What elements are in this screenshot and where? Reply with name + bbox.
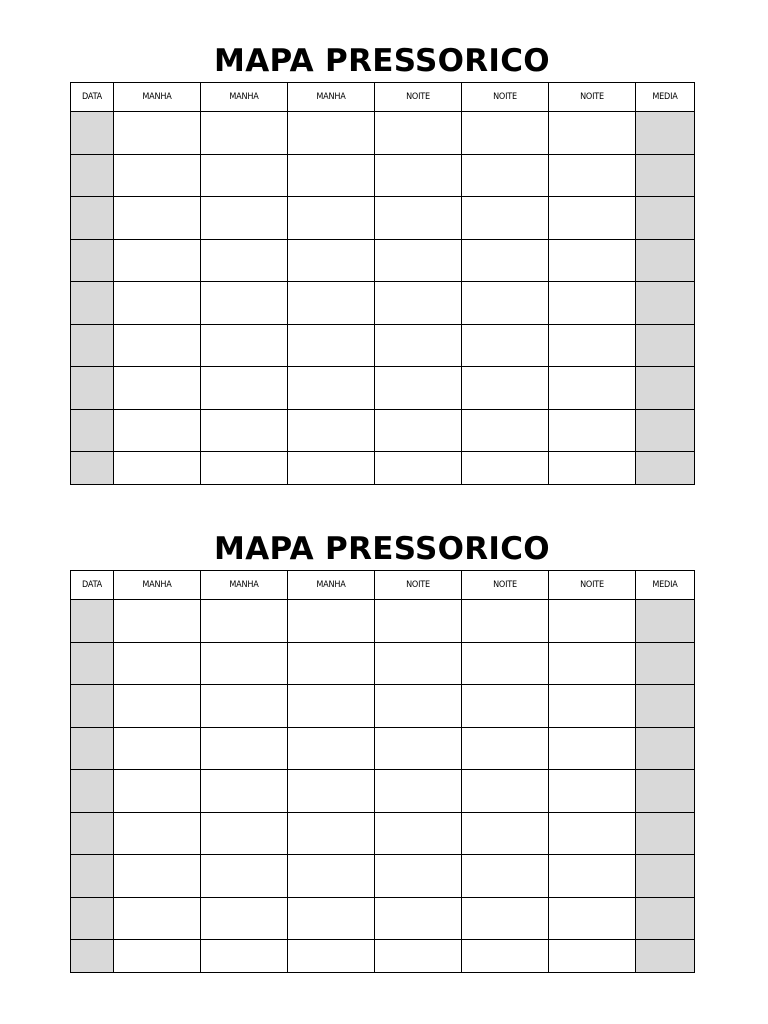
date-cell (71, 940, 114, 973)
table-row (71, 727, 695, 770)
reading-cell (549, 855, 636, 898)
date-cell (71, 197, 114, 240)
average-cell (636, 855, 695, 898)
reading-cell (201, 812, 288, 855)
column-header-noite: NOITE (375, 571, 462, 600)
reading-cell (288, 940, 375, 973)
header-row (71, 571, 695, 600)
reading-cell (201, 282, 288, 325)
reading-cell (462, 600, 549, 643)
table-row (71, 940, 695, 973)
reading-cell (375, 112, 462, 155)
reading-cell (375, 197, 462, 240)
table-row (71, 324, 695, 367)
reading-cell (549, 112, 636, 155)
reading-cell (375, 770, 462, 813)
date-cell (71, 367, 114, 410)
column-header-noite: NOITE (549, 571, 636, 600)
date-cell (71, 642, 114, 685)
average-cell (636, 940, 695, 973)
table-row (71, 855, 695, 898)
reading-cell (201, 239, 288, 282)
reading-cell (288, 367, 375, 410)
column-header-manha: MANHA (201, 83, 288, 112)
reading-cell (288, 154, 375, 197)
date-cell (71, 770, 114, 813)
table-row (71, 897, 695, 940)
average-cell (636, 409, 695, 452)
reading-cell (549, 197, 636, 240)
reading-cell (549, 452, 636, 485)
table-row (71, 367, 695, 410)
average-cell (636, 770, 695, 813)
reading-cell (462, 452, 549, 485)
reading-cell (201, 940, 288, 973)
column-header-manha: MANHA (114, 571, 201, 600)
date-cell (71, 685, 114, 728)
reading-cell (114, 812, 201, 855)
table-body (71, 600, 695, 973)
reading-cell (462, 940, 549, 973)
reading-cell (114, 367, 201, 410)
reading-cell (114, 324, 201, 367)
date-cell (71, 282, 114, 325)
average-cell (636, 282, 695, 325)
reading-cell (375, 367, 462, 410)
reading-cell (114, 940, 201, 973)
reading-cell (549, 409, 636, 452)
reading-cell (462, 685, 549, 728)
table-body (71, 112, 695, 485)
reading-cell (288, 727, 375, 770)
reading-cell (375, 940, 462, 973)
date-cell (71, 239, 114, 282)
reading-cell (462, 112, 549, 155)
reading-cell (201, 154, 288, 197)
reading-cell (201, 727, 288, 770)
table-row (71, 642, 695, 685)
reading-cell (114, 239, 201, 282)
reading-cell (549, 600, 636, 643)
reading-cell (114, 154, 201, 197)
reading-cell (114, 685, 201, 728)
reading-cell (114, 897, 201, 940)
reading-cell (462, 154, 549, 197)
reading-cell (375, 239, 462, 282)
reading-cell (549, 940, 636, 973)
reading-cell (375, 685, 462, 728)
table-row (71, 812, 695, 855)
reading-cell (549, 282, 636, 325)
average-cell (636, 812, 695, 855)
reading-cell (549, 897, 636, 940)
table-row (71, 154, 695, 197)
column-header-data: DATA (71, 83, 114, 112)
table-row (71, 112, 695, 155)
column-header-media: MEDIA (636, 83, 695, 112)
reading-cell (462, 855, 549, 898)
reading-cell (375, 812, 462, 855)
column-header-noite: NOITE (549, 83, 636, 112)
reading-cell (288, 770, 375, 813)
reading-cell (114, 600, 201, 643)
reading-cell (288, 239, 375, 282)
average-cell (636, 897, 695, 940)
reading-cell (549, 239, 636, 282)
reading-cell (462, 642, 549, 685)
table-row (71, 770, 695, 813)
reading-cell (201, 855, 288, 898)
reading-cell (288, 197, 375, 240)
reading-cell (288, 112, 375, 155)
reading-cell (288, 452, 375, 485)
reading-cell (462, 897, 549, 940)
reading-cell (288, 685, 375, 728)
table-row (71, 197, 695, 240)
reading-cell (549, 154, 636, 197)
reading-cell (549, 642, 636, 685)
table-row (71, 409, 695, 452)
reading-cell (462, 197, 549, 240)
sheet-title: MAPA PRESSORICO (214, 43, 550, 79)
average-cell (636, 727, 695, 770)
reading-cell (201, 897, 288, 940)
date-cell (71, 897, 114, 940)
date-cell (71, 112, 114, 155)
reading-cell (375, 897, 462, 940)
date-cell (71, 409, 114, 452)
reading-cell (549, 685, 636, 728)
reading-cell (288, 409, 375, 452)
blood-pressure-log-sheet-1 (70, 40, 694, 485)
average-cell (636, 112, 695, 155)
average-cell (636, 239, 695, 282)
reading-cell (375, 855, 462, 898)
reading-cell (201, 112, 288, 155)
column-header-manha: MANHA (114, 83, 201, 112)
reading-cell (549, 770, 636, 813)
column-header-manha: MANHA (288, 571, 375, 600)
reading-cell (288, 812, 375, 855)
blood-pressure-log-sheet-2 (70, 528, 694, 973)
reading-cell (114, 197, 201, 240)
reading-cell (201, 600, 288, 643)
blood-pressure-table (70, 570, 695, 973)
blood-pressure-table (70, 82, 695, 485)
reading-cell (375, 409, 462, 452)
reading-cell (201, 197, 288, 240)
column-header-noite: NOITE (462, 571, 549, 600)
column-header-manha: MANHA (288, 83, 375, 112)
reading-cell (201, 324, 288, 367)
reading-cell (375, 324, 462, 367)
table-row (71, 282, 695, 325)
reading-cell (114, 770, 201, 813)
column-header-noite: NOITE (462, 83, 549, 112)
reading-cell (462, 727, 549, 770)
reading-cell (462, 282, 549, 325)
reading-cell (462, 409, 549, 452)
reading-cell (549, 812, 636, 855)
date-cell (71, 324, 114, 367)
reading-cell (114, 452, 201, 485)
reading-cell (375, 452, 462, 485)
average-cell (636, 324, 695, 367)
reading-cell (549, 727, 636, 770)
table-row (71, 685, 695, 728)
column-header-data: DATA (71, 571, 114, 600)
reading-cell (288, 324, 375, 367)
table-row (71, 600, 695, 643)
date-cell (71, 855, 114, 898)
table-row (71, 452, 695, 485)
reading-cell (549, 324, 636, 367)
average-cell (636, 452, 695, 485)
reading-cell (375, 282, 462, 325)
date-cell (71, 812, 114, 855)
average-cell (636, 642, 695, 685)
date-cell (71, 452, 114, 485)
reading-cell (462, 239, 549, 282)
date-cell (71, 154, 114, 197)
reading-cell (201, 770, 288, 813)
date-cell (71, 727, 114, 770)
column-header-noite: NOITE (375, 83, 462, 112)
reading-cell (114, 409, 201, 452)
reading-cell (375, 600, 462, 643)
reading-cell (375, 727, 462, 770)
reading-cell (201, 685, 288, 728)
reading-cell (114, 727, 201, 770)
reading-cell (114, 282, 201, 325)
date-cell (71, 600, 114, 643)
header-row (71, 83, 695, 112)
reading-cell (462, 770, 549, 813)
reading-cell (549, 367, 636, 410)
reading-cell (288, 897, 375, 940)
reading-cell (201, 452, 288, 485)
reading-cell (114, 112, 201, 155)
table-row (71, 239, 695, 282)
column-header-manha: MANHA (201, 571, 288, 600)
reading-cell (201, 367, 288, 410)
reading-cell (462, 812, 549, 855)
reading-cell (462, 367, 549, 410)
column-header-media: MEDIA (636, 571, 695, 600)
average-cell (636, 154, 695, 197)
reading-cell (288, 600, 375, 643)
reading-cell (462, 324, 549, 367)
average-cell (636, 600, 695, 643)
average-cell (636, 685, 695, 728)
reading-cell (114, 642, 201, 685)
average-cell (636, 197, 695, 240)
reading-cell (375, 154, 462, 197)
reading-cell (288, 642, 375, 685)
reading-cell (288, 282, 375, 325)
sheet-title: MAPA PRESSORICO (214, 531, 550, 567)
reading-cell (201, 642, 288, 685)
reading-cell (201, 409, 288, 452)
reading-cell (114, 855, 201, 898)
average-cell (636, 367, 695, 410)
reading-cell (375, 642, 462, 685)
reading-cell (288, 855, 375, 898)
